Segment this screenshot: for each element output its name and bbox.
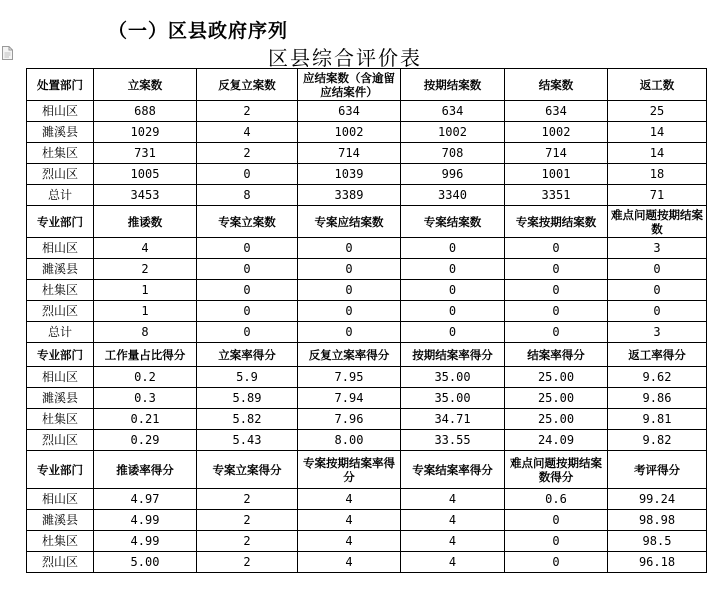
value-cell: 1002 — [505, 122, 608, 143]
header-row — [27, 343, 707, 367]
value-cell: 71 — [608, 185, 707, 206]
value-cell: 0 — [197, 301, 298, 322]
value-cell: 9.81 — [608, 409, 707, 430]
value-cell: 0 — [197, 238, 298, 259]
value-cell: 96.18 — [608, 552, 707, 573]
value-cell: 1002 — [298, 122, 401, 143]
table-row — [27, 430, 707, 451]
table-row — [27, 280, 707, 301]
value-cell: 98.98 — [608, 510, 707, 531]
value-cell: 3351 — [505, 185, 608, 206]
column-header: 专业部门 — [27, 451, 94, 489]
column-header: 工作量占比得分 — [94, 343, 197, 367]
value-cell: 0 — [505, 238, 608, 259]
table-row — [27, 185, 707, 206]
table-row — [27, 101, 707, 122]
value-cell: 9.86 — [608, 388, 707, 409]
value-cell: 25.00 — [505, 409, 608, 430]
value-cell: 2 — [197, 531, 298, 552]
table-row — [27, 259, 707, 280]
value-cell: 0 — [505, 531, 608, 552]
value-cell: 33.55 — [401, 430, 505, 451]
table-row — [27, 301, 707, 322]
table-row — [27, 322, 707, 343]
row-label-cell: 总计 — [27, 322, 94, 343]
column-header: 专业部门 — [27, 343, 94, 367]
table-row — [27, 510, 707, 531]
value-cell: 0.2 — [94, 367, 197, 388]
column-header: 难点问题按期结案数得分 — [505, 451, 608, 489]
table-row — [27, 409, 707, 430]
column-header: 按期结案率得分 — [401, 343, 505, 367]
row-label-cell: 相山区 — [27, 101, 94, 122]
value-cell: 8 — [197, 185, 298, 206]
value-cell: 4.97 — [94, 489, 197, 510]
column-header: 专案按期结案率得分 — [298, 451, 401, 489]
value-cell: 4.99 — [94, 531, 197, 552]
value-cell: 4 — [298, 531, 401, 552]
row-label-cell: 烈山区 — [27, 164, 94, 185]
value-cell: 4 — [401, 531, 505, 552]
value-cell: 8.00 — [298, 430, 401, 451]
value-cell: 3389 — [298, 185, 401, 206]
value-cell: 0 — [298, 259, 401, 280]
column-header: 专案结案率得分 — [401, 451, 505, 489]
value-cell: 1001 — [505, 164, 608, 185]
value-cell: 0 — [608, 301, 707, 322]
column-header: 结案数 — [505, 69, 608, 101]
value-cell: 0 — [505, 322, 608, 343]
value-cell: 2 — [197, 489, 298, 510]
column-header: 按期结案数 — [401, 69, 505, 101]
value-cell: 0 — [505, 552, 608, 573]
value-cell: 634 — [505, 101, 608, 122]
value-cell: 0 — [401, 280, 505, 301]
row-label-cell: 烈山区 — [27, 430, 94, 451]
value-cell: 7.94 — [298, 388, 401, 409]
column-header: 结案率得分 — [505, 343, 608, 367]
value-cell: 35.00 — [401, 367, 505, 388]
value-cell: 14 — [608, 122, 707, 143]
value-cell: 99.24 — [608, 489, 707, 510]
value-cell: 5.9 — [197, 367, 298, 388]
evaluation-table — [26, 68, 707, 573]
table-title: 区县综合评价表 — [268, 46, 422, 70]
value-cell: 25 — [608, 101, 707, 122]
value-cell: 0 — [197, 322, 298, 343]
table-row — [27, 367, 707, 388]
value-cell: 4.99 — [94, 510, 197, 531]
column-header: 立案率得分 — [197, 343, 298, 367]
value-cell: 4 — [298, 510, 401, 531]
value-cell: 1 — [94, 280, 197, 301]
table-row — [27, 238, 707, 259]
value-cell: 4 — [94, 238, 197, 259]
value-cell: 4 — [298, 552, 401, 573]
header-row — [27, 206, 707, 238]
value-cell: 5.82 — [197, 409, 298, 430]
value-cell: 0 — [298, 280, 401, 301]
value-cell: 0 — [298, 238, 401, 259]
value-cell: 0 — [401, 301, 505, 322]
row-label-cell: 杜集区 — [27, 531, 94, 552]
value-cell: 1039 — [298, 164, 401, 185]
row-label-cell: 濉溪县 — [27, 510, 94, 531]
column-header: 专案立案得分 — [197, 451, 298, 489]
row-label-cell: 烈山区 — [27, 552, 94, 573]
value-cell: 634 — [401, 101, 505, 122]
column-header: 专业部门 — [27, 206, 94, 238]
row-label-cell: 濉溪县 — [27, 388, 94, 409]
column-header: 返工率得分 — [608, 343, 707, 367]
value-cell: 24.09 — [505, 430, 608, 451]
table-row — [27, 552, 707, 573]
row-label-cell: 杜集区 — [27, 280, 94, 301]
value-cell: 2 — [94, 259, 197, 280]
value-cell: 0 — [197, 164, 298, 185]
value-cell: 714 — [298, 143, 401, 164]
row-label-cell: 濉溪县 — [27, 259, 94, 280]
column-header: 专案按期结案数 — [505, 206, 608, 238]
value-cell: 1002 — [401, 122, 505, 143]
column-header: 立案数 — [94, 69, 197, 101]
table-row — [27, 531, 707, 552]
value-cell: 8 — [94, 322, 197, 343]
row-label-cell: 相山区 — [27, 489, 94, 510]
value-cell: 1 — [94, 301, 197, 322]
value-cell: 4 — [401, 552, 505, 573]
header-row — [27, 451, 707, 489]
row-label-cell: 相山区 — [27, 367, 94, 388]
value-cell: 708 — [401, 143, 505, 164]
value-cell: 2 — [197, 510, 298, 531]
value-cell: 0 — [298, 322, 401, 343]
header-row — [27, 69, 707, 101]
value-cell: 25.00 — [505, 388, 608, 409]
table-row — [27, 489, 707, 510]
value-cell: 2 — [197, 552, 298, 573]
value-cell: 3 — [608, 322, 707, 343]
value-cell: 996 — [401, 164, 505, 185]
column-header: 应结案数（含逾留应结案件） — [298, 69, 401, 101]
value-cell: 25.00 — [505, 367, 608, 388]
value-cell: 7.95 — [298, 367, 401, 388]
value-cell: 0 — [197, 259, 298, 280]
row-label-cell: 烈山区 — [27, 301, 94, 322]
value-cell: 34.71 — [401, 409, 505, 430]
value-cell: 2 — [197, 143, 298, 164]
value-cell: 5.00 — [94, 552, 197, 573]
value-cell: 5.89 — [197, 388, 298, 409]
value-cell: 0 — [608, 259, 707, 280]
column-header: 反复立案率得分 — [298, 343, 401, 367]
value-cell: 3453 — [94, 185, 197, 206]
value-cell: 5.43 — [197, 430, 298, 451]
value-cell: 0 — [505, 259, 608, 280]
row-label-cell: 杜集区 — [27, 409, 94, 430]
column-header: 推诿数 — [94, 206, 197, 238]
value-cell: 14 — [608, 143, 707, 164]
column-header: 考评得分 — [608, 451, 707, 489]
value-cell: 0 — [401, 322, 505, 343]
value-cell: 2 — [197, 101, 298, 122]
value-cell: 4 — [298, 489, 401, 510]
value-cell: 0 — [197, 280, 298, 301]
row-label-cell: 濉溪县 — [27, 122, 94, 143]
value-cell: 0 — [401, 259, 505, 280]
value-cell: 0.3 — [94, 388, 197, 409]
value-cell: 0.29 — [94, 430, 197, 451]
value-cell: 4 — [401, 489, 505, 510]
value-cell: 18 — [608, 164, 707, 185]
column-header: 反复立案数 — [197, 69, 298, 101]
row-label-cell: 相山区 — [27, 238, 94, 259]
value-cell: 98.5 — [608, 531, 707, 552]
value-cell: 4 — [197, 122, 298, 143]
value-cell: 1005 — [94, 164, 197, 185]
value-cell: 0.21 — [94, 409, 197, 430]
value-cell: 9.82 — [608, 430, 707, 451]
value-cell: 9.62 — [608, 367, 707, 388]
column-header: 推诿率得分 — [94, 451, 197, 489]
column-header: 专案结案数 — [401, 206, 505, 238]
table-row — [27, 143, 707, 164]
value-cell: 4 — [401, 510, 505, 531]
value-cell: 35.00 — [401, 388, 505, 409]
value-cell: 0 — [608, 280, 707, 301]
value-cell: 0 — [505, 301, 608, 322]
row-label-cell: 总计 — [27, 185, 94, 206]
section-heading: （一）区县政府序列 — [108, 20, 289, 42]
table-row — [27, 122, 707, 143]
value-cell: 634 — [298, 101, 401, 122]
value-cell: 0 — [298, 301, 401, 322]
value-cell: 7.96 — [298, 409, 401, 430]
column-header: 返工数 — [608, 69, 707, 101]
table-row — [27, 164, 707, 185]
column-header: 难点问题按期结案数 — [608, 206, 707, 238]
value-cell: 714 — [505, 143, 608, 164]
value-cell: 0 — [505, 280, 608, 301]
column-header: 处置部门 — [27, 69, 94, 101]
value-cell: 0 — [401, 238, 505, 259]
column-header: 专案立案数 — [197, 206, 298, 238]
value-cell: 731 — [94, 143, 197, 164]
value-cell: 0.6 — [505, 489, 608, 510]
column-header: 专案应结案数 — [298, 206, 401, 238]
value-cell: 0 — [505, 510, 608, 531]
value-cell: 3340 — [401, 185, 505, 206]
value-cell: 688 — [94, 101, 197, 122]
table-row — [27, 388, 707, 409]
row-label-cell: 杜集区 — [27, 143, 94, 164]
value-cell: 1029 — [94, 122, 197, 143]
value-cell: 3 — [608, 238, 707, 259]
